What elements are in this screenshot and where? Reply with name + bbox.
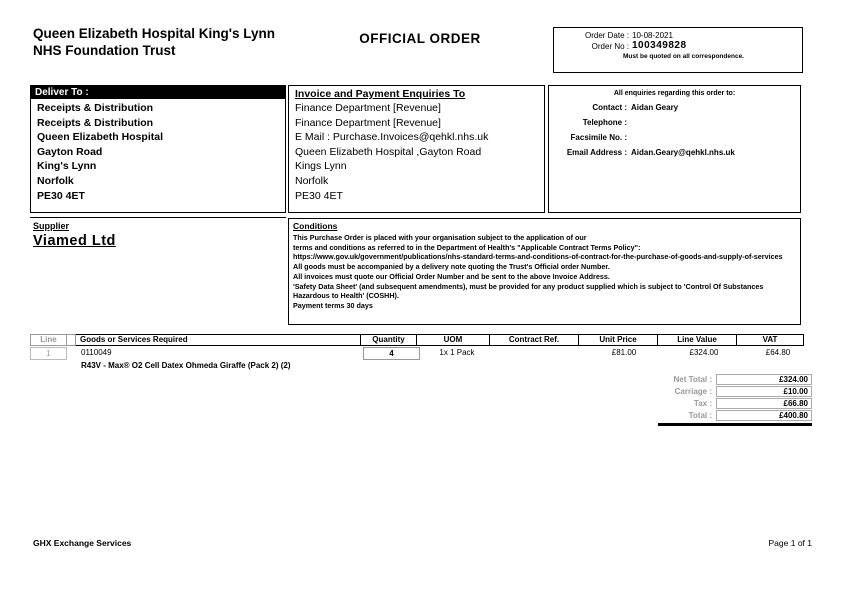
deliver-to-line: Receipts & Distribution <box>37 102 154 114</box>
item-line-value: £324.00 <box>689 348 719 357</box>
conditions-heading: Conditions <box>293 221 338 231</box>
invoice-line: Queen Elizabeth Hospital ,Gayton Road <box>295 145 482 158</box>
carriage-row <box>600 386 812 397</box>
item-line-number: 1 <box>30 347 67 360</box>
order-enquiries-box <box>548 85 801 213</box>
col-header-unit-price: Unit Price <box>578 334 658 346</box>
order-enquiries-heading: All enquiries regarding this order to: <box>613 90 736 97</box>
item-description: R43V - Max® O2 Cell Datex Ohmeda Giraffe (Pack 2) (2) <box>81 361 291 370</box>
tax-label: Tax : <box>693 399 712 408</box>
grand-total-row <box>600 410 812 421</box>
enquiry-row-email <box>549 148 800 157</box>
order-no-value: 100349828 <box>632 40 687 51</box>
supplier-heading: Supplier <box>33 221 70 231</box>
order-no-row <box>554 42 802 51</box>
col-header-vat: VAT <box>736 334 804 346</box>
invoice-line: PE30 4ET <box>295 189 343 202</box>
carriage-label: Carriage : <box>674 387 712 396</box>
item-quantity: 4 <box>363 347 420 360</box>
deliver-to-heading: Deliver To : <box>31 86 285 99</box>
grand-total-label: Total : <box>688 411 712 420</box>
conditions-box <box>288 218 801 325</box>
page-title: OFFICIAL ORDER <box>359 31 481 46</box>
net-total-label: Net Total : <box>673 375 712 384</box>
contact-label: Contact : <box>592 103 627 112</box>
item-vat: £64.80 <box>765 348 791 357</box>
invoice-enquiries-box <box>288 85 545 213</box>
trust-name: Queen Elizabeth Hospital King's Lynn NHS Foundation Trust <box>33 26 275 58</box>
supplier-divider <box>30 217 286 218</box>
col-header-line: Line <box>30 334 67 346</box>
deliver-to-line: Norfolk <box>37 174 74 187</box>
invoice-enquiries-address <box>295 101 538 203</box>
order-info-box <box>553 27 803 73</box>
col-header-uom: UOM <box>416 334 490 346</box>
invoice-line: Finance Department [Revenue] <box>295 102 441 114</box>
col-header-contract-ref: Contract Ref. <box>489 334 579 346</box>
email-label: Email Address : <box>566 148 627 157</box>
col-header-blank <box>66 334 76 346</box>
conditions-line: 'Safety Data Sheet' (and subsequent amendments), must be provided for any product supplied which is subject to 'Control Of Substances <box>293 281 764 291</box>
supplier-name: Viamed Ltd <box>33 233 116 249</box>
table-row <box>30 347 812 370</box>
conditions-line: All goods must be accompanied by a delivery note quoting the Trust's Official order Number. <box>293 262 610 272</box>
invoice-line: Kings Lynn <box>295 160 347 173</box>
carriage-value: £10.00 <box>716 386 812 397</box>
order-date-row <box>554 31 802 40</box>
col-header-line-value: Line Value <box>657 334 737 346</box>
order-quote-note: Must be quoted on all correspondence. <box>623 53 744 60</box>
deliver-to-line: King's Lynn <box>37 160 97 173</box>
deliver-to-box <box>30 85 286 213</box>
facsimile-label: Facsimile No. : <box>570 133 627 142</box>
telephone-label: Telephone : <box>582 118 627 127</box>
conditions-line: terms and conditions as referred to in the Department of Health's "Applicable Contract Terms Policy": <box>293 242 641 252</box>
items-table-header <box>30 334 812 346</box>
net-total-row <box>600 374 812 385</box>
enquiry-row-facsimile <box>549 133 800 142</box>
item-code: 0110049 <box>81 348 112 357</box>
deliver-to-line: Receipts & Distribution <box>37 116 154 129</box>
deliver-to-line: Queen Elizabeth Hospital <box>37 131 164 144</box>
totals-section <box>600 374 812 422</box>
invoice-line: E Mail : Purchase.Invoices@qehkl.nhs.uk <box>295 131 489 144</box>
grand-total-value: £400.80 <box>716 410 812 421</box>
item-goods-cell <box>77 347 363 370</box>
conditions-line: This Purchase Order is placed with your organisation subject to the application of our <box>293 233 587 242</box>
col-header-quantity: Quantity <box>360 334 417 346</box>
deliver-to-line: Gayton Road <box>37 145 103 158</box>
net-total-value: £324.00 <box>716 374 812 385</box>
footer-service-name: GHX Exchange Services <box>33 538 132 548</box>
order-no-label: Order No : <box>591 42 629 51</box>
deliver-to-line: PE30 4ET <box>37 189 85 202</box>
tax-value: £66.80 <box>716 398 812 409</box>
conditions-line: All invoices must quote our Official Order Number and be sent to the above Invoice Address. <box>293 271 610 281</box>
conditions-line: https://www.gov.uk/government/publications/nhs-standard-terms-and-conditions-of-contract-for-the-purchase-of-goods-and-supply-of-services <box>293 252 783 262</box>
col-header-goods: Goods or Services Required <box>75 334 361 346</box>
enquiry-row-contact <box>549 103 800 112</box>
item-unit-price: £81.00 <box>611 348 637 357</box>
deliver-to-address <box>31 99 285 205</box>
item-uom: 1x 1 Pack <box>439 348 475 357</box>
tax-row <box>600 398 812 409</box>
contact-value: Aidan Geary <box>631 103 679 112</box>
email-value: Aidan.Geary@qehkl.nhs.uk <box>631 148 735 157</box>
invoice-enquiries-heading: Invoice and Payment Enquiries To <box>295 88 466 100</box>
conditions-line: Payment terms 30 days <box>293 300 373 310</box>
invoice-line: Finance Department [Revenue] <box>295 116 441 129</box>
footer-page-number: Page 1 of 1 <box>768 538 812 548</box>
enquiry-row-telephone <box>549 118 800 127</box>
grand-total-rule <box>658 423 812 426</box>
conditions-line: Hazardous to Health' (COSHH). <box>293 291 399 301</box>
order-date-value: 10-08-2021 <box>632 31 673 40</box>
invoice-line: Norfolk <box>295 174 329 187</box>
order-date-label: Order Date : <box>584 31 629 40</box>
